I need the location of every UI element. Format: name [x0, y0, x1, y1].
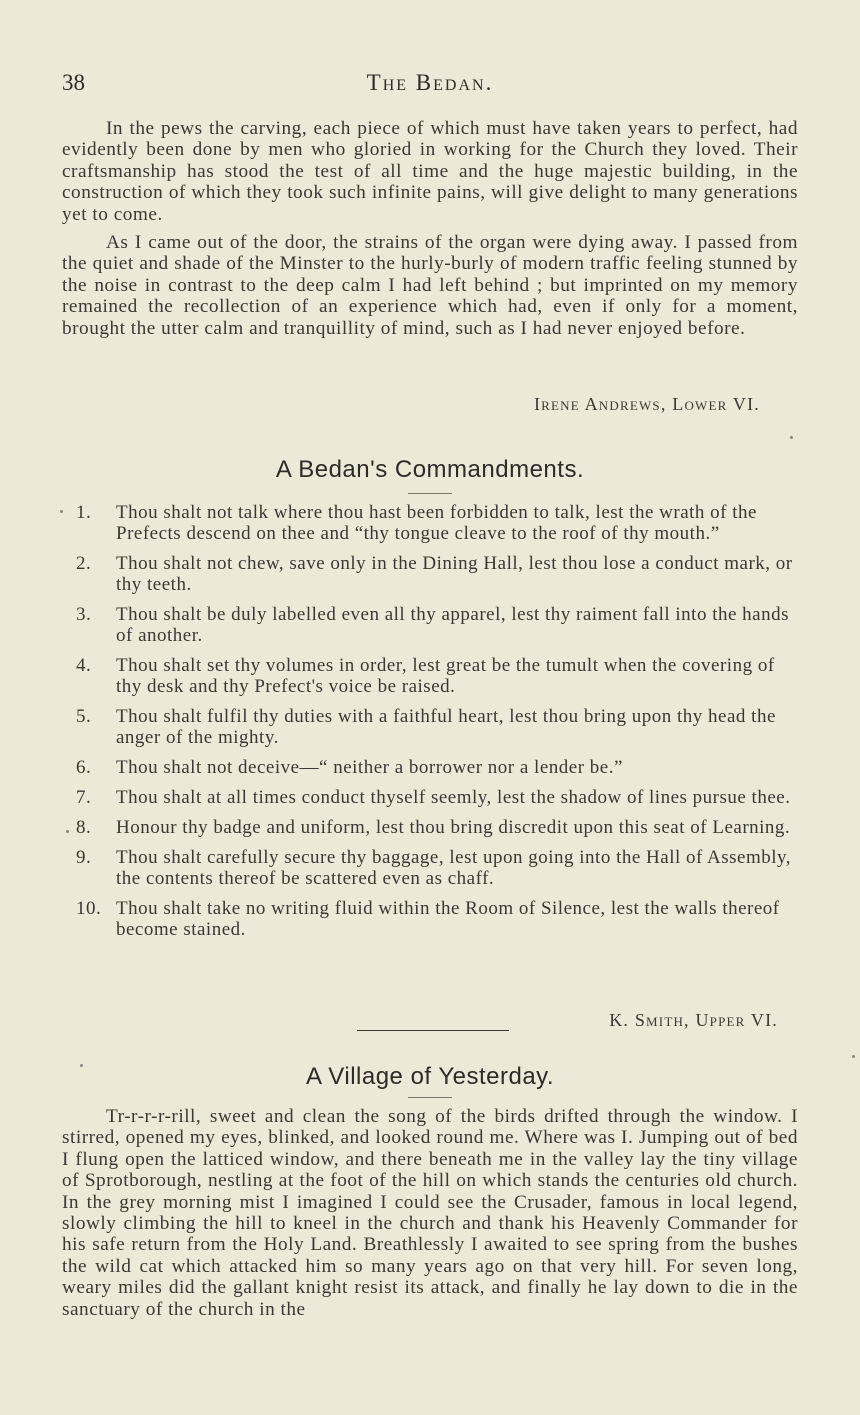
commandment-item: [76, 502, 798, 544]
page-number: 38: [62, 70, 85, 95]
commandment-number: 10.: [76, 898, 102, 919]
commandment-item: [76, 604, 798, 646]
minster-paragraph-1: In the pews the carving, each piece of which must have taken years to perfect, had evidently been done by men who gloried in working for the Church they loved. Their craftsmanship has stood the test of all time and the huge majestic building, in the construction of which they took such infinite pains, will give delight to many generations yet to come.: [62, 118, 798, 225]
commandment-text: Honour thy badge and uniform, lest thou bring discredit upon this seat of Learning.: [116, 817, 791, 838]
commandment-item: [76, 655, 798, 697]
commandment-number: 1.: [76, 502, 92, 523]
commandment-item: [76, 898, 798, 940]
print-speck: [80, 1064, 83, 1067]
commandment-text: Thou shalt carefully secure thy baggage, lest upon going into the Hall of Assembly, the contents thereof be scattered even as chaff.: [116, 847, 792, 889]
commandment-text: Thou shalt not talk where thou hast been forbidden to talk, lest the wrath of the Prefects descend on thee and “thy tongue cleave to the roof of thy mouth.”: [116, 502, 757, 544]
commandment-number: 9.: [76, 847, 92, 868]
commandments-title: A Bedan's Commandments.: [275, 456, 585, 483]
journal-title: The Bedan.: [366, 70, 494, 95]
commandment-number: 7.: [76, 787, 92, 808]
commandment-item: [76, 787, 798, 808]
commandment-number: 3.: [76, 604, 92, 625]
commandment-text: Thou shalt fulfil thy duties with a faithful heart, lest thou bring upon thy head the anger of the mighty.: [116, 706, 776, 748]
village-title-rule: [408, 1097, 452, 1098]
print-speck: [66, 830, 69, 833]
commandment-number: 5.: [76, 706, 92, 727]
commandment-text: Thou shalt take no writing fluid within the Room of Silence, lest the walls thereof become stained.: [116, 898, 780, 940]
village-paragraph: Tr-r-r-r-rill, sweet and clean the song of the birds drifted through the window. I stirred, opened my eyes, blinked, and looked round me. Where was I. Jumping out of bed I flung open the latticed window, and there beneath me in the valley lay the tiny village of Sprotborough, nestling at the foot of the hill on which stands the centuries old church. In the grey morning mist I imagined I could see the Crusader, famous in local legend, slowly climbing the hill to kneel in the church and thank his Heavenly Commander for his safe return from the Holy Land. Breathlessly I awaited to see spring from the bushes the wild cat which attacked him so many years ago on that very hill. For seven long, weary miles did the gallant knight resist its attack, and finally he lay down to die in the sanctuary of the church in the: [62, 1106, 798, 1320]
commandment-item: [76, 847, 798, 889]
commandment-number: 4.: [76, 655, 92, 676]
minster-article-body: [62, 118, 798, 339]
village-article-body: [62, 1106, 798, 1320]
commandment-item: [76, 817, 798, 838]
commandment-text: Thou shalt set thy volumes in order, lest great be the tumult when the covering of thy desk and thy Prefect's voice be raised.: [116, 655, 775, 697]
print-speck: [790, 436, 793, 439]
running-head: [62, 70, 798, 94]
minster-paragraph-2: As I came out of the door, the strains of the organ were dying away. I passed from the quiet and shade of the Minster to the hurly-burly of modern traffic feeling stunned by the noise in contrast to the deep calm I had left behind ; but imprinted on my memory remained the recollection of an experience which had, even if only for a moment, brought the utter calm and tranquillity of mind, such as I had never enjoyed before.: [62, 232, 798, 339]
commandment-text: Thou shalt not deceive—“ neither a borrower nor a lender be.”: [116, 757, 623, 778]
signature-rule: [357, 1030, 509, 1031]
village-title: A Village of Yesterday.: [305, 1063, 555, 1090]
commandments-list: [76, 502, 798, 940]
commandments-title-rule: [408, 493, 452, 494]
print-speck: [852, 1055, 855, 1058]
commandments-signature: K. Smith, Upper VI.: [609, 1010, 778, 1030]
commandment-number: 6.: [76, 757, 92, 778]
commandment-text: Thou shalt not chew, save only in the Dining Hall, lest thou lose a conduct mark, or thy teeth.: [116, 553, 793, 595]
commandment-item: [76, 757, 798, 778]
commandment-item: [76, 553, 798, 595]
commandment-text: Thou shalt at all times conduct thyself seemly, lest the shadow of lines pursue thee.: [116, 787, 791, 808]
print-speck: [60, 510, 63, 513]
commandment-text: Thou shalt be duly labelled even all thy apparel, lest thy raiment fall into the hands of another.: [116, 604, 789, 646]
minster-signature: Irene Andrews, Lower VI.: [533, 394, 760, 414]
commandment-number: 2.: [76, 553, 92, 574]
commandment-number: 8.: [76, 817, 92, 838]
commandment-item: [76, 706, 798, 748]
